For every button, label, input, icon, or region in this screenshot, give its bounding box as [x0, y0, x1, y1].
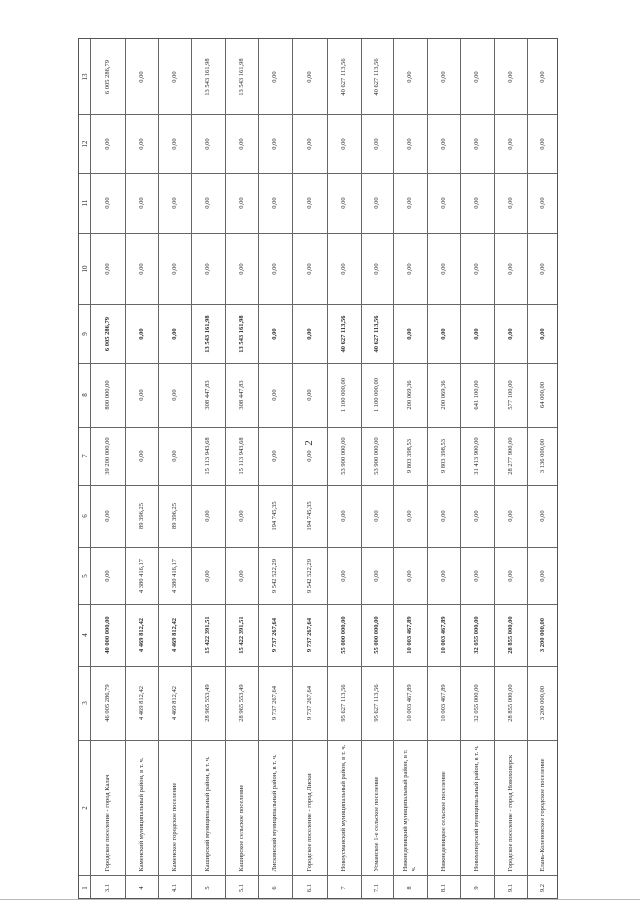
table-cell: 0,00: [271, 450, 278, 462]
table-cell: 0,00: [439, 569, 447, 582]
table-cell: 40 627 113,56: [373, 57, 380, 96]
table-column-divider: [79, 427, 558, 428]
table-cell: 0,00: [271, 389, 278, 401]
table-column-divider: [79, 114, 558, 115]
table-cell: 0,00: [373, 510, 380, 522]
table-cell: 0,00: [439, 70, 447, 83]
table-cell: 3 136 000,00: [539, 438, 546, 474]
table-cell: 0,00: [204, 510, 211, 522]
table-cell: 0,00: [103, 262, 111, 275]
table-cell: 64 000,00: [539, 382, 546, 408]
table-cell: 308 447,83: [237, 380, 245, 410]
table-cell: 0,00: [103, 197, 111, 209]
table-cell: 13 543 161,98: [204, 314, 211, 353]
table-cell: 55 000 000,00: [340, 616, 347, 654]
data-table: [78, 38, 558, 899]
table-cell: 0,00: [170, 137, 178, 150]
municipality-name-cell: Нижнедевицкое сельское поселение: [439, 770, 447, 871]
table-cell: 4 469 812,42: [137, 685, 145, 721]
table-cell: 194 745,35: [271, 501, 278, 531]
table-cell: 0,00: [137, 197, 145, 209]
row-number-cell: 8.1: [439, 883, 447, 892]
table-cell: 40 627 113,56: [373, 314, 380, 353]
table-cell: 9 737 267,64: [305, 685, 313, 721]
page-number: 2: [302, 440, 315, 446]
table-row-divider: [90, 39, 91, 898]
table-cell: 0,00: [137, 389, 145, 401]
row-number-cell: 3.1: [103, 883, 111, 892]
table-cell: 0,00: [137, 450, 145, 462]
table-cell: 0,00: [103, 137, 111, 150]
table-column-divider: [79, 666, 558, 667]
municipality-name-cell: Городское поселение - город Калач: [103, 773, 111, 871]
table-cell: 0,00: [406, 569, 413, 582]
table-cell: 0,00: [170, 450, 178, 462]
table-row-divider: [393, 39, 394, 898]
row-number-cell: 5: [204, 885, 211, 890]
table-cell: 3 200 000,00: [539, 685, 546, 721]
row-number-cell: 9.2: [539, 883, 546, 892]
table-column-divider: [79, 173, 558, 174]
column-number-header: 10: [80, 265, 89, 272]
table-cell: 4 469 812,42: [170, 617, 178, 653]
table-column-divider: [79, 485, 558, 486]
table-cell: 0,00: [473, 510, 480, 522]
table-row-divider: [327, 39, 328, 898]
table-cell: 0,00: [305, 450, 313, 462]
table-cell: 0,00: [406, 327, 413, 340]
table-cell: 0,00: [137, 137, 145, 150]
table-cell: 0,00: [103, 510, 111, 522]
table-cell: 0,00: [271, 197, 278, 209]
municipality-name-cell: Усманское 1-е сельское поселение: [373, 776, 380, 871]
table-cell: 577 100,00: [506, 380, 514, 410]
table-row-divider: [494, 39, 495, 898]
table-cell: 55 000 000,00: [373, 616, 380, 654]
table-cell: 0,00: [473, 569, 480, 582]
table-cell: 9 542 522,29: [271, 558, 278, 593]
page-edge-line: [0, 899, 640, 900]
municipality-name-cell: Каширский муниципальный район, в т. ч.: [204, 755, 211, 871]
row-number-cell: 7.1: [373, 883, 380, 892]
table-cell: 0,00: [473, 70, 480, 83]
table-cell: 0,00: [305, 262, 313, 275]
table-cell: 0,00: [506, 327, 514, 340]
table-cell: 0,00: [170, 262, 178, 275]
table-cell: 40 627 113,56: [340, 57, 347, 96]
table-cell: 40 000 000,00: [103, 616, 111, 654]
column-number-header: 11: [80, 199, 89, 207]
table-cell: 9 542 522,29: [305, 558, 313, 593]
table-cell: 0,00: [137, 327, 145, 340]
table-cell: 10 003 467,89: [406, 616, 413, 654]
table-row-divider: [225, 39, 226, 898]
table-cell: 0,00: [103, 569, 111, 582]
table-cell: 4 380 416,17: [170, 558, 178, 593]
table-cell: 200 069,36: [406, 380, 413, 410]
table-cell: 0,00: [539, 197, 546, 209]
table-cell: 0,00: [473, 327, 480, 340]
table-cell: 9 737 267,64: [271, 617, 278, 653]
table-cell: 0,00: [539, 262, 546, 275]
table-cell: 0,00: [305, 389, 313, 401]
table-cell: 0,00: [204, 197, 211, 209]
table-cell: 31 413 900,00: [473, 437, 480, 475]
municipality-name-cell: Городское поселение - город Новохоперск: [506, 754, 514, 871]
table-cell: 95 627 113,56: [340, 684, 347, 722]
table-row-divider: [361, 39, 362, 898]
table-cell: 194 745,35: [305, 501, 313, 531]
row-number-cell: 4: [137, 885, 145, 890]
table-row-divider: [258, 39, 259, 898]
column-number-header: 1: [80, 885, 89, 890]
table-row-divider: [460, 39, 461, 898]
table-cell: 308 447,83: [204, 380, 211, 410]
table-cell: 0,00: [170, 389, 178, 401]
table-cell: 0,00: [340, 262, 347, 275]
table-cell: 0,00: [373, 569, 380, 582]
table-cell: 9 803 398,53: [406, 438, 413, 474]
table-cell: 13 543 161,98: [204, 57, 211, 96]
table-cell: 0,00: [340, 197, 347, 209]
column-number-header: 2: [80, 805, 89, 810]
table-cell: 0,00: [439, 327, 447, 340]
table-cell: 6 005 286,79: [103, 316, 111, 351]
table-cell: 15 422 391,51: [237, 616, 245, 654]
row-number-cell: 6: [271, 885, 278, 890]
table-cell: 0,00: [506, 137, 514, 150]
table-cell: 39 200 000,00: [103, 437, 111, 475]
table-row-divider: [427, 39, 428, 898]
row-number-cell: 9.1: [506, 883, 514, 892]
table-row-divider: [125, 39, 126, 898]
table-cell: 641 100,00: [473, 380, 480, 410]
table-cell: 0,00: [340, 137, 347, 150]
table-column-divider: [79, 875, 558, 876]
row-number-cell: 4.1: [170, 883, 178, 892]
table-cell: 0,00: [237, 569, 245, 582]
table-cell: 13 543 161,98: [237, 314, 245, 353]
table-cell: 0,00: [204, 262, 211, 275]
municipality-name-cell: Городское поселение - город Лиски: [305, 772, 313, 871]
table-cell: 0,00: [373, 197, 380, 209]
table-cell: 0,00: [473, 197, 480, 209]
table-cell: 0,00: [271, 70, 278, 83]
table-cell: 9 737 267,64: [271, 685, 278, 721]
table-cell: 0,00: [506, 262, 514, 275]
table-cell: 0,00: [271, 327, 278, 340]
table-cell: 0,00: [373, 137, 380, 150]
municipality-name-cell: Лискинский муниципальный район, в т. ч.: [271, 753, 278, 871]
table-row-divider: [292, 39, 293, 898]
table-cell: 0,00: [305, 197, 313, 209]
municipality-name-cell: Каширское сельское поселение: [237, 784, 245, 871]
table-column-divider: [79, 547, 558, 548]
table-cell: 0,00: [439, 197, 447, 209]
table-cell: 28 965 553,49: [204, 684, 211, 722]
table-cell: 28 965 553,49: [237, 684, 245, 722]
table-cell: 15 113 943,68: [204, 437, 211, 475]
table-cell: 89 396,25: [137, 503, 145, 529]
table-cell: 0,00: [137, 70, 145, 83]
table-cell: 0,00: [406, 137, 413, 150]
column-number-header: 6: [80, 514, 89, 518]
table-cell: 0,00: [271, 262, 278, 275]
table-cell: 0,00: [406, 262, 413, 275]
municipality-name-cell: Каменский муниципальный район, в т. ч.: [137, 757, 145, 871]
table-cell: 0,00: [439, 137, 447, 150]
column-number-header: 3: [80, 701, 89, 705]
table-cell: 28 277 900,00: [506, 437, 514, 475]
table-cell: 0,00: [406, 70, 413, 83]
column-number-header: 13: [80, 73, 89, 80]
table-cell: 0,00: [506, 70, 514, 83]
table-cell: 4 380 416,17: [137, 558, 145, 593]
table-cell: 0,00: [170, 70, 178, 83]
table-cell: 6 005 286,79: [103, 59, 111, 94]
table-cell: 0,00: [170, 327, 178, 340]
table-column-divider: [79, 233, 558, 234]
table-cell: 1 100 000,00: [340, 377, 347, 413]
table-cell: 0,00: [406, 197, 413, 209]
table-cell: 0,00: [170, 197, 178, 209]
column-number-header: 12: [80, 140, 89, 147]
municipality-name-cell: Каменское городское поселение: [170, 782, 178, 871]
table-cell: 0,00: [305, 137, 313, 150]
table-cell: 0,00: [473, 262, 480, 275]
table-cell: 4 469 812,42: [137, 617, 145, 653]
table-cell: 10 003 467,89: [439, 616, 447, 654]
table-cell: 0,00: [439, 262, 447, 275]
table-cell: 15 422 391,51: [204, 616, 211, 654]
table-cell: 9 803 398,53: [439, 438, 447, 474]
table-cell: 3 200 000,00: [539, 617, 546, 653]
column-number-header: 7: [80, 454, 89, 458]
table-cell: 32 055 000,00: [473, 616, 480, 654]
table-column-divider: [79, 604, 558, 605]
municipality-name-cell: Елань-Коленовское городское поселение: [539, 758, 546, 871]
table-cell: 0,00: [539, 137, 546, 150]
table-cell: 53 900 000,00: [373, 437, 380, 475]
table-cell: 0,00: [271, 137, 278, 150]
table-cell: 200 069,36: [439, 380, 447, 410]
table-cell: 32 055 000,00: [473, 684, 480, 722]
table-cell: 0,00: [340, 569, 347, 582]
table-cell: 4 469 812,42: [170, 685, 178, 721]
table-cell: 0,00: [137, 262, 145, 275]
table-cell: 13 543 161,98: [237, 57, 245, 96]
table-cell: 0,00: [237, 197, 245, 209]
row-number-cell: 6.1: [305, 883, 313, 892]
table-cell: 0,00: [506, 569, 514, 582]
table-cell: 15 113 943,68: [237, 437, 245, 475]
table-cell: 46 005 286,79: [103, 684, 111, 722]
table-cell: 0,00: [439, 510, 447, 522]
table-cell: 0,00: [506, 197, 514, 209]
table-cell: 0,00: [473, 137, 480, 150]
municipality-name-cell: Нижнедевицкий муниципальный район, в т. ч.: [402, 748, 417, 871]
table-cell: 0,00: [539, 70, 546, 83]
table-row-divider: [158, 39, 159, 898]
table-cell: 0,00: [305, 327, 313, 340]
table-cell: 95 627 113,56: [373, 684, 380, 722]
table-cell: 53 900 000,00: [340, 437, 347, 475]
row-number-cell: 9: [473, 885, 480, 890]
table-cell: 0,00: [204, 569, 211, 582]
table-cell: 0,00: [506, 510, 514, 522]
table-cell: 0,00: [237, 262, 245, 275]
table-row-divider: [191, 39, 192, 898]
municipality-name-cell: Новоусманский муниципальный район, в т. ч.: [340, 744, 347, 871]
table-cell: 0,00: [539, 510, 546, 522]
table-cell: 28 855 000,00: [506, 616, 514, 654]
row-number-cell: 5.1: [237, 883, 245, 892]
table-row-divider: [527, 39, 528, 898]
table-cell: 0,00: [539, 569, 546, 582]
table-cell: 0,00: [204, 137, 211, 150]
table-cell: 0,00: [340, 510, 347, 522]
row-number-cell: 8: [406, 885, 413, 890]
table-column-divider: [79, 304, 558, 305]
table-cell: 0,00: [539, 327, 546, 340]
table-cell: 800 000,00: [103, 380, 111, 410]
table-cell: 10 003 467,89: [406, 684, 413, 722]
table-cell: 1 100 000,00: [373, 377, 380, 413]
table-cell: 0,00: [373, 262, 380, 275]
column-number-header: 8: [80, 393, 89, 397]
table-cell: 0,00: [237, 137, 245, 150]
table-column-divider: [79, 740, 558, 741]
column-number-header: 5: [80, 573, 89, 578]
table-cell: 28 855 000,00: [506, 684, 514, 722]
table-cell: 89 396,25: [170, 503, 178, 529]
table-column-divider: [79, 363, 558, 364]
column-number-header: 9: [80, 331, 89, 336]
table-cell: 9 737 267,64: [305, 617, 313, 653]
table-cell: 0,00: [406, 510, 413, 522]
table-cell: 0,00: [305, 70, 313, 83]
table-cell: 0,00: [237, 510, 245, 522]
column-number-header: 4: [80, 633, 89, 637]
table-cell: 10 003 467,89: [439, 684, 447, 722]
municipality-name-cell: Новохоперский муниципальный район, в т. ч.: [473, 744, 480, 871]
table-cell: 40 627 113,56: [340, 314, 347, 353]
row-number-cell: 7: [340, 885, 347, 890]
